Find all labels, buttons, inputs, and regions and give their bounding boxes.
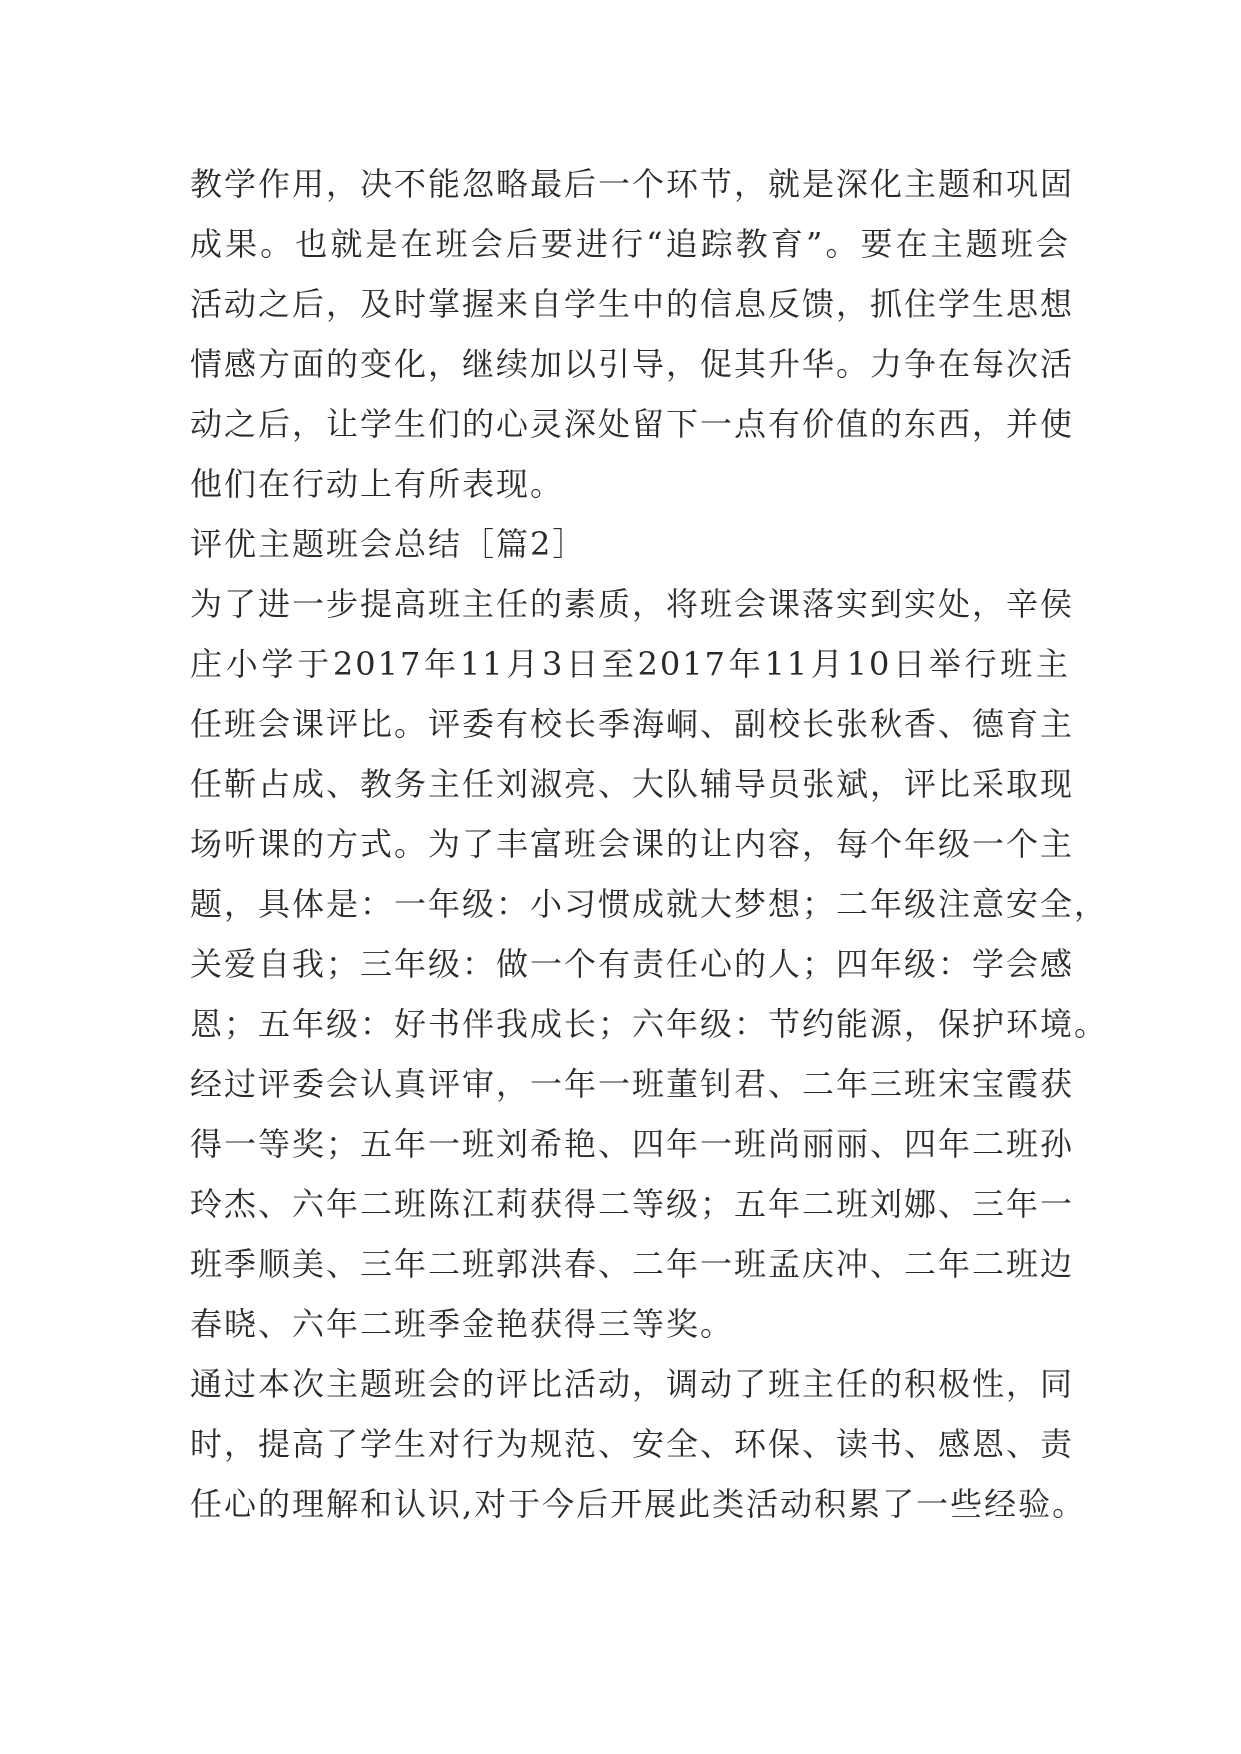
text-line: 任心的理解和认识,对于今后开展此类活动积累了一些经验。 — [190, 1485, 1087, 1523]
text-line: 为了进一步提高班主任的素质，将班会课落实到实处，辛侯 — [190, 585, 1075, 623]
text-line: 经过评委会认真评审，一年一班董钊君、二年三班宋宝霞获 — [190, 1065, 1075, 1103]
text-line: 情感方面的变化，继续加以引导，促其升华。力争在每次活 — [190, 345, 1075, 383]
text-line: 任班会课评比。评委有校长季海峒、副校长张秋香、德育主 — [190, 705, 1075, 743]
text-line: 庄小学于2017年11月3日至2017年11月10日举行班主 — [190, 645, 1070, 683]
text-line: 得一等奖；五年一班刘希艳、四年一班尚丽丽、四年二班孙 — [190, 1125, 1075, 1163]
text-line: 关爱自我；三年级：做一个有责任心的人；四年级：学会感 — [190, 945, 1075, 983]
text-line: 任靳占成、教务主任刘淑亮、大队辅导员张斌，评比采取现 — [190, 765, 1075, 803]
text-line: 题，具体是：一年级：小习惯成就大梦想；二年级注意安全， — [190, 885, 1109, 923]
text-line: 通过本次主题班会的评比活动，调动了班主任的积极性，同 — [190, 1365, 1075, 1403]
text-line: 他们在行动上有所表现。 — [190, 465, 565, 503]
text-line: 活动之后，及时掌握来自学生中的信息反馈，抓住学生思想 — [190, 285, 1075, 323]
text-line: 班季顺美、三年二班郭洪春、二年一班孟庆冲、二年二班边 — [190, 1245, 1075, 1283]
text-line: 成果。也就是在班会后要进行“追踪教育”。要在主题班会 — [190, 225, 1070, 263]
section-heading: 评优主题班会总结［篇2］ — [190, 525, 587, 563]
text-line: 教学作用，决不能忽略最后一个环节，就是深化主题和巩固 — [190, 165, 1075, 203]
text-line: 玲杰、六年二班陈江莉获得二等级；五年二班刘娜、三年一 — [190, 1185, 1075, 1223]
text-line: 时，提高了学生对行为规范、安全、环保、读书、感恩、责 — [190, 1425, 1075, 1463]
text-line: 场听课的方式。为了丰富班会课的让内容，每个年级一个主 — [190, 825, 1075, 863]
document-body — [190, 154, 1109, 1534]
text-line: 恩；五年级：好书伴我成长；六年级：节约能源，保护环境。 — [190, 1005, 1109, 1043]
text-line: 春晓、六年二班季金艳获得三等奖。 — [190, 1305, 735, 1343]
text-line: 动之后，让学生们的心灵深处留下一点有价值的东西，并使 — [190, 405, 1075, 443]
